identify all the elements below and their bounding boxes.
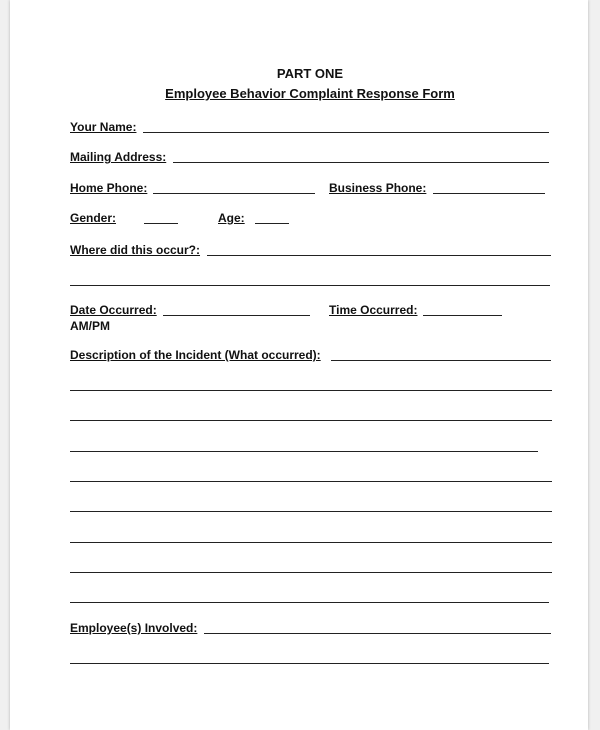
employees-involved-field-continued[interactable] (70, 663, 549, 664)
description-line[interactable] (70, 572, 552, 573)
gender-label: Gender: (70, 211, 117, 225)
age-label: Age: (218, 211, 245, 225)
description-line[interactable] (70, 542, 552, 543)
description-line[interactable] (70, 451, 538, 452)
form-title: Employee Behavior Complaint Response Form (165, 86, 455, 101)
description-label: Description of the Incident (What occurred): (70, 348, 321, 362)
gender-field[interactable] (144, 223, 178, 224)
home-phone-label: Home Phone: (70, 181, 148, 195)
part-heading: PART ONE (276, 66, 344, 81)
description-line[interactable] (70, 602, 549, 603)
age-field[interactable] (255, 223, 289, 224)
description-line[interactable] (70, 390, 552, 391)
description-line[interactable] (70, 511, 552, 512)
date-occurred-label: Date Occurred: (70, 303, 157, 317)
business-phone-label: Business Phone: (329, 181, 427, 195)
description-line[interactable] (70, 420, 552, 421)
time-occurred-field[interactable] (423, 315, 502, 316)
where-label: Where did this occur?: (70, 243, 201, 257)
time-occurred-label: Time Occurred: (329, 303, 418, 317)
where-field[interactable] (207, 255, 551, 256)
your-name-label: Your Name: (70, 120, 137, 134)
date-occurred-field[interactable] (163, 315, 310, 316)
description-line[interactable] (70, 481, 552, 482)
your-name-field[interactable] (143, 132, 549, 133)
ampm-label: AM/PM (70, 319, 110, 333)
where-field-continued[interactable] (70, 285, 550, 286)
description-field[interactable] (331, 360, 551, 361)
home-phone-field[interactable] (153, 193, 315, 194)
business-phone-field[interactable] (433, 193, 545, 194)
mailing-address-label: Mailing Address: (70, 150, 167, 164)
mailing-address-field[interactable] (173, 162, 549, 163)
employees-involved-label: Employee(s) Involved: (70, 621, 198, 635)
employees-involved-field[interactable] (204, 633, 551, 634)
